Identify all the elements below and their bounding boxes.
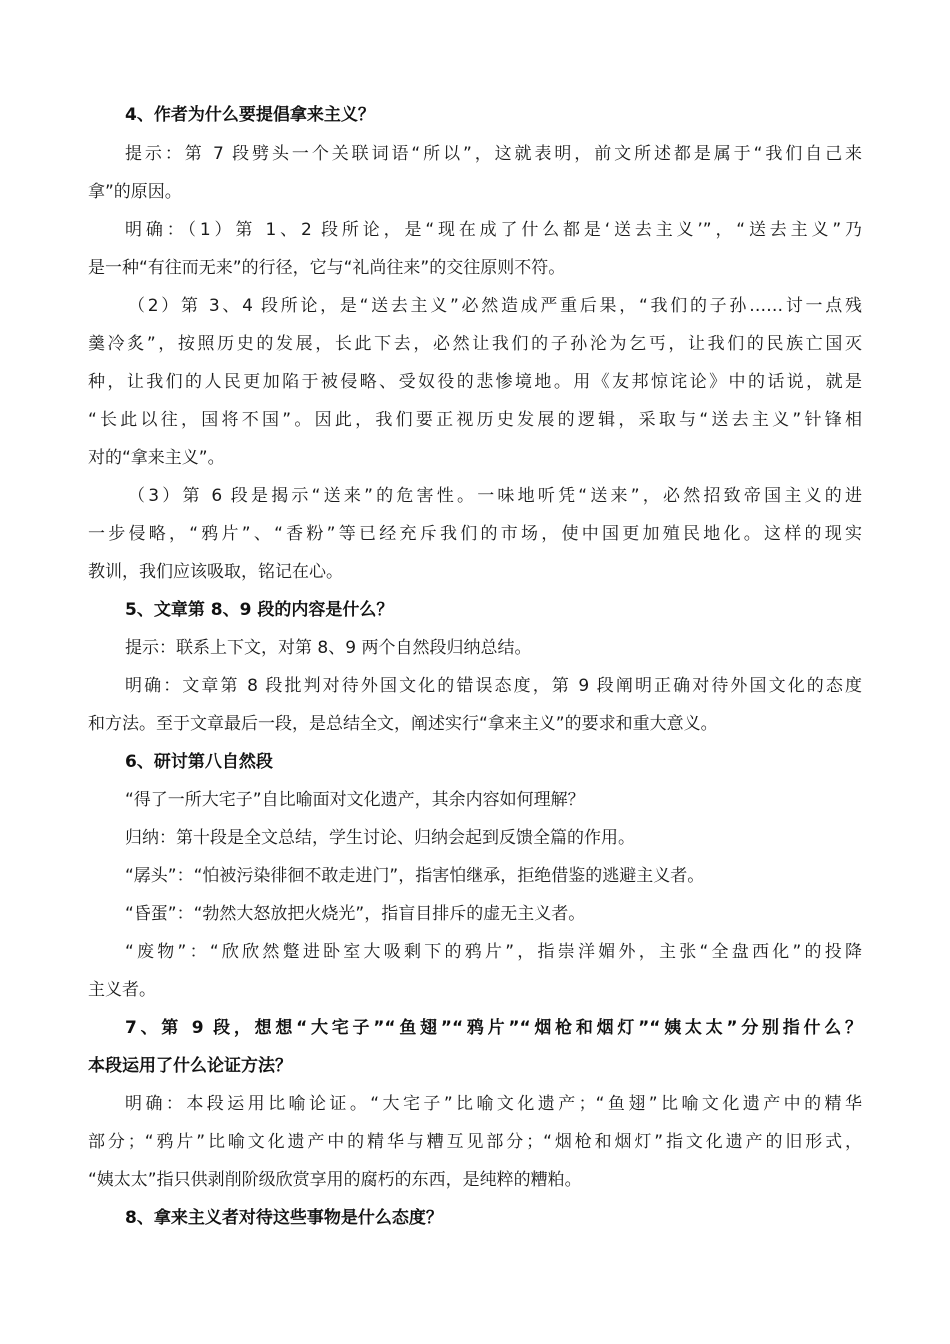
paragraph-line: 和方法。至于文章最后一段，是总结全文，阐述实行“拿来主义”的要求和重大意义。 [88,714,718,734]
paragraph-line: “昏蛋”：“勃然大怒放把火烧光”，指盲目排斥的虚无主义者。 [125,904,586,924]
heading-q5: 5、文章第 8、9 段的内容是什么？ [125,600,394,620]
paragraph-line: 拿”的原因。 [88,182,182,202]
paragraph-line: 明确：文章第 8 段批判对待外国文化的错误态度，第 9 段阐明正确对待外国文化的态度 [125,676,862,696]
heading-q4: 4、作者为什么要提倡拿来主义？ [125,105,375,125]
paragraph-line: 提示：联系上下文，对第 8、9 两个自然段归纳总结。 [125,638,532,658]
paragraph-line: 教训，我们应该吸取，铭记在心。 [88,562,343,582]
heading-q6: 6、研讨第八自然段 [125,752,273,772]
heading-q8: 8、拿来主义者对待这些事物是什么态度？ [125,1208,443,1228]
paragraph-line: “废物”：“欣欣然蹩进卧室大吸剩下的鸦片”，指崇洋媚外，主张“全盘西化”的投降 [125,942,862,962]
paragraph-line: 部分；“鸦片”比喻文化遗产中的精华与糟互见部分；“烟枪和烟灯”指文化遗产的旧形式， [88,1132,862,1152]
paragraph-line: 种，让我们的人民更加陷于被侵略、受奴役的悲惨境地。用《友邦惊诧论》中的话说，就是 [88,372,862,392]
paragraph-line: 明确：本段运用比喻论证。“大宅子”比喻文化遗产；“鱼翅”比喻文化遗产中的精华 [125,1094,862,1114]
paragraph-line: “孱头”：“怕被污染徘徊不敢走进门”，指害怕继承，拒绝借鉴的逃避主义者。 [125,866,705,886]
paragraph-line: 提示：第 7 段劈头一个关联词语“所以”，这就表明，前文所述都是属于“我们自己来 [125,144,862,164]
paragraph-line: 归纳：第十段是全文总结，学生讨论、归纳会起到反馈全篇的作用。 [125,828,635,848]
paragraph-line: 羹冷炙”，按照历史的发展，长此下去，必然让我们的子孙沦为乞丐，让我们的民族亡国灭 [88,334,862,354]
paragraph-line: 明确：（1）第 1、2 段所论，是“现在成了什么都是‘送去主义’”，“送去主义”乃 [125,220,862,240]
paragraph-line: （3）第 6 段是揭示“送来”的危害性。一味地听凭“送来”，必然招致帝国主义的进 [128,486,862,506]
paragraph-line: 是一种“有往而无来”的行径，它与“礼尚往来”的交往原则不符。 [88,258,566,278]
paragraph-line: 一步侵略，“鸦片”、“香粉”等已经充斥我们的市场，使中国更加殖民地化。这样的现实 [88,524,862,544]
heading-q7: 7、第 9 段，想想“大宅子”“鱼翅”“鸦片”“烟枪和烟灯”“姨太太”分别指什么？ [125,1018,862,1038]
paragraph-line: “姨太太”指只供剥削阶级欣赏享用的腐朽的东西，是纯粹的糟粕。 [88,1170,582,1190]
heading-q7-continued: 本段运用了什么论证方法？ [88,1056,292,1076]
paragraph-line: “得了一所大宅子”自比喻面对文化遗产，其余内容如何理解？ [125,790,585,810]
paragraph-line: 对的“拿来主义”。 [88,448,225,468]
paragraph-line: 主义者。 [88,980,156,1000]
paragraph-line: “长此以往，国将不国”。因此，我们要正视历史发展的逻辑，采取与“送去主义”针锋相 [88,410,862,430]
paragraph-line: （2）第 3、4 段所论，是“送去主义”必然造成严重后果，“我们的子孙……讨一点残 [128,296,862,316]
